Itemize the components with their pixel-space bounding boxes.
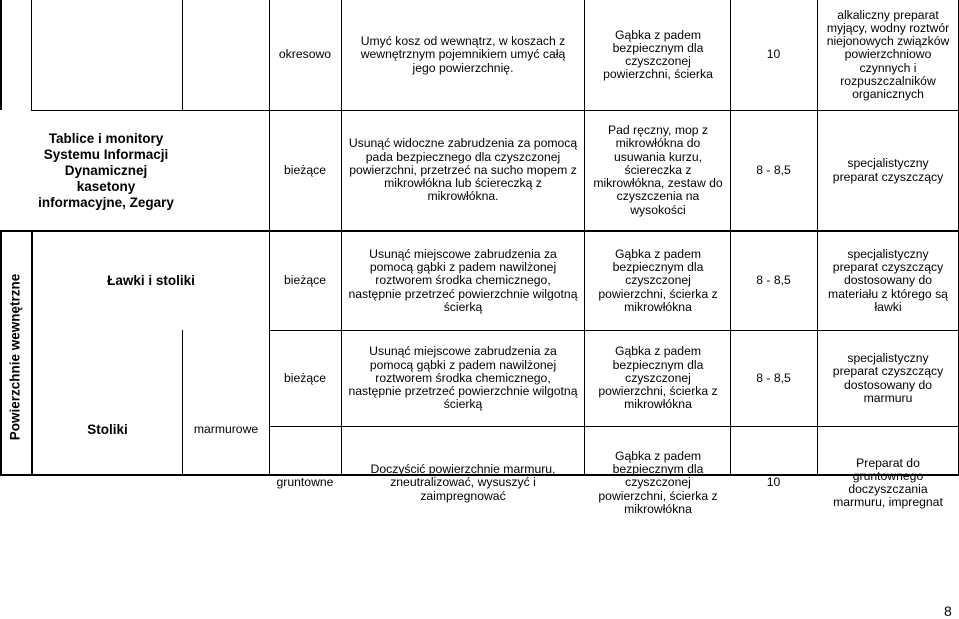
grid-line <box>0 0 2 110</box>
cell-frequency: bieżące <box>283 370 326 385</box>
cell-ph: 8 - 8,5 <box>756 273 791 288</box>
grid-line <box>31 0 32 110</box>
grid-line <box>817 0 818 475</box>
cell-procedure: Doczyścić powierzchnie marmuru, zneutralizować, wysuszyć i zaimpregnować <box>370 462 556 503</box>
cell-equipment: Gąbka z padem bezpiecznym dla czyszczonej powierzchni, ścierka <box>603 27 713 82</box>
grid-line <box>182 0 183 110</box>
cell-element: Stoliki <box>87 422 128 437</box>
cell-procedure: Umyć kosz od wewnątrz, w koszach z wewnętrznym pojemnikiem umyć całą jego powierzchnię. <box>360 34 566 75</box>
cell-agent: Preparat do gruntownego doczyszczania marmuru, impregnat <box>833 455 943 510</box>
cell-frequency: bieżące <box>283 162 326 177</box>
page-number: 8 <box>944 603 952 619</box>
area-label: Powierzchnie wewnętrzne <box>7 273 23 441</box>
cell-ph: 10 <box>766 475 781 490</box>
cell-procedure: Usunąć miejscowe zabrudzenia za pomocą gąbki z padem nawilżonej roztworem środka chemicznego, następnie przetrzeć powierzchnie wilgotną ścierką <box>348 246 578 314</box>
cell-procedure: Usunąć widoczne zabrudzenia za pomocą pada bezpiecznego dla czyszczonej powierzchni, przetrzeć na sucho mopem z mikrowłókna lub ściereczką z mikrowłókna. <box>348 136 578 204</box>
cell-agent: specjalistyczny preparat czyszczący dostosowany do materiału z którego są ławki <box>828 246 948 314</box>
cell-equipment: Gąbka z padem bezpiecznym dla czyszczonej powierzchni, ścierka z mikrowłókna <box>598 344 718 412</box>
cell-ph: 10 <box>766 47 781 62</box>
cell-equipment: Gąbka z padem bezpiecznym dla czyszczonej powierzchni, ścierka z mikrowłókna <box>598 448 718 516</box>
cell-ph: 8 - 8,5 <box>756 370 791 385</box>
cell-frequency: bieżące <box>283 273 326 288</box>
cell-agent: specjalistyczny preparat czyszczący dostosowany do marmuru <box>832 351 944 405</box>
cell-equipment: Gąbka z padem bezpiecznym dla czyszczonej powierzchni, ścierka z mikrowłókna <box>598 246 718 314</box>
cell-frequency: gruntowne <box>276 475 334 490</box>
grid-line <box>341 0 342 475</box>
cell-agent: specjalistyczny preparat czyszczący <box>832 156 944 184</box>
cell-agent: alkaliczny preparat myjący, wodny roztwór niejonowych związków powierzchniowo czynnych i rozpuszczalników organicznych <box>826 7 950 101</box>
grid-line <box>584 0 585 475</box>
cell-element: Tablice i monitory Systemu Informacji Dynamicznej kasetony informacyjne, Zegary <box>38 130 174 210</box>
cell-material: marmurowe <box>193 422 259 437</box>
cell-element: Ławki i stoliki <box>107 273 195 288</box>
cell-frequency: okresowo <box>278 47 332 62</box>
cell-equipment: Pad ręczny, mop z mikrowłókna do usuwania kurzu, ściereczka z mikrowłókna, zestaw do czyszczenia na wysokości <box>593 123 723 217</box>
cell-procedure: Usunąć miejscowe zabrudzenia za pomocą gąbki z padem nawilżonej roztworem środka chemicznego, następnie przetrzeć powierzchnie wilgotną ścierką <box>348 344 578 412</box>
grid-line <box>0 230 2 475</box>
cell-ph: 8 - 8,5 <box>756 162 791 177</box>
